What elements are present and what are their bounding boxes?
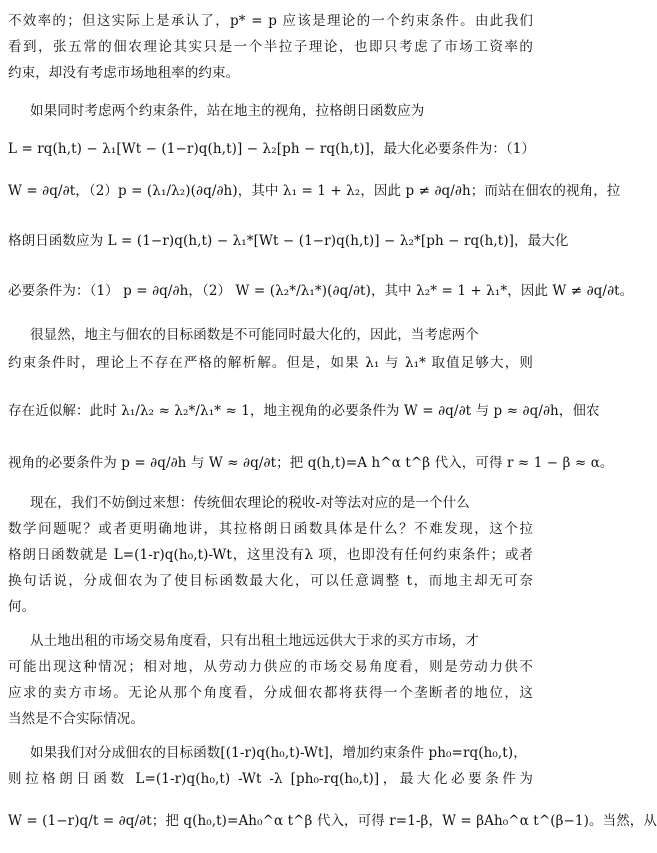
text-line: 如果我们对分成佃农的目标函数[(1-r)q(h₀,t)-Wt]，增加约束条件 ph₀=rq(h₀,t)， — [30, 745, 527, 761]
formula-line: 必要条件为：（1） p = ∂q/∂h，（2） W = (λ₂*/λ₁*)(∂q/∂t)，其中 λ₂* = 1 + λ₁*，因此 W ≠ ∂q/∂t。 — [8, 283, 634, 299]
formula-line: 则拉格朗日函数 L=(1-r)q(h₀,t) -Wt -λ [ph₀-rq(h₀,t)]，最大化必要条件为 — [8, 771, 533, 787]
text-line: 不效率的；但这实际上是承认了，p* = p 应该是理论的一个约束条件。由此我们 — [8, 13, 533, 29]
formula-line: W = ∂q/∂t，（2）p = (λ₁/λ₂)(∂q/∂h)，其中 λ₁ = 1 + λ₂，因此 p ≠ ∂q/∂h；而站在佃农的视角，拉 — [8, 183, 621, 199]
formula-line: L = rq(h,t) − λ₁[Wt − (1−r)q(h,t)] − λ₂[ph − rq(h,t)]，最大化必要条件为：（1） — [8, 141, 536, 157]
text-line: 格朗日函数就是 L=(1-r)q(h₀,t)-Wt，这里没有λ 项，也即没有任何约束条件；或者 — [8, 547, 533, 563]
formula-line: 存在近似解：此时 λ₁/λ₂ ≈ λ₂*/λ₁* ≈ 1，地主视角的必要条件为 W = ∂q/∂t 与 p ≈ ∂q/∂h，佃农 — [8, 403, 600, 419]
text-line: 从土地出租的市场交易角度看，只有出租土地远远供大于求的买方市场，才 — [30, 633, 479, 649]
formula-line: 格朗日函数应为 L = (1−r)q(h,t) − λ₁*[Wt − (1−r)q(h,t)] − λ₂*[ph − rq(h,t)]，最大化 — [8, 233, 569, 249]
text-line: 如果同时考虑两个约束条件，站在地主的视角，拉格朗日函数应为 — [30, 103, 425, 119]
text-line: 可能出现这种情况；相对地，从劳动力供应的市场交易角度看，则是劳动力供不 — [8, 659, 533, 675]
formula-line: W = (1−r)q/t = ∂q/∂t；把 q(h₀,t)=Ah₀^α t^β 代入，可得 r=1-β，W = βAh₀^α t^(β−1)。当然，从 — [8, 813, 657, 829]
text-line: 当然是不合实际情况。 — [8, 711, 144, 727]
text-line: 数学问题呢？或者更明确地讲，其拉格朗日函数具体是什么？不难发现，这个拉 — [8, 521, 533, 537]
text-line: 很显然，地主与佃农的目标函数是不可能同时最大化的，因此，当考虑两个 — [30, 327, 479, 343]
formula-line: 视角的必要条件为 p = ∂q/∂h 与 W ≈ ∂q/∂t；把 q(h,t)=A h^α t^β 代入，可得 r ≈ 1 − β ≈ α。 — [8, 455, 614, 471]
text-line: 何。 — [8, 599, 36, 615]
text-line: 约束，却没有考虑市场地租率的约束。 — [8, 65, 240, 81]
text-line: 应求的卖方市场。无论从那个角度看，分成佃农都将获得一个垄断者的地位，这 — [8, 685, 533, 701]
text-line: 看到，张五常的佃农理论其实只是一个半拉子理论，也即只考虑了市场工资率的 — [8, 39, 533, 55]
text-line: 现在，我们不妨倒过来想：传统佃农理论的税收-对等法对应的是一个什么 — [30, 495, 470, 511]
text-line: 换句话说，分成佃农为了使目标函数最大化，可以任意调整 t，而地主却无可奈 — [8, 573, 533, 589]
text-line: 约束条件时，理论上不存在严格的解析解。但是，如果 λ₁ 与 λ₁* 取值足够大，则 — [8, 355, 533, 371]
